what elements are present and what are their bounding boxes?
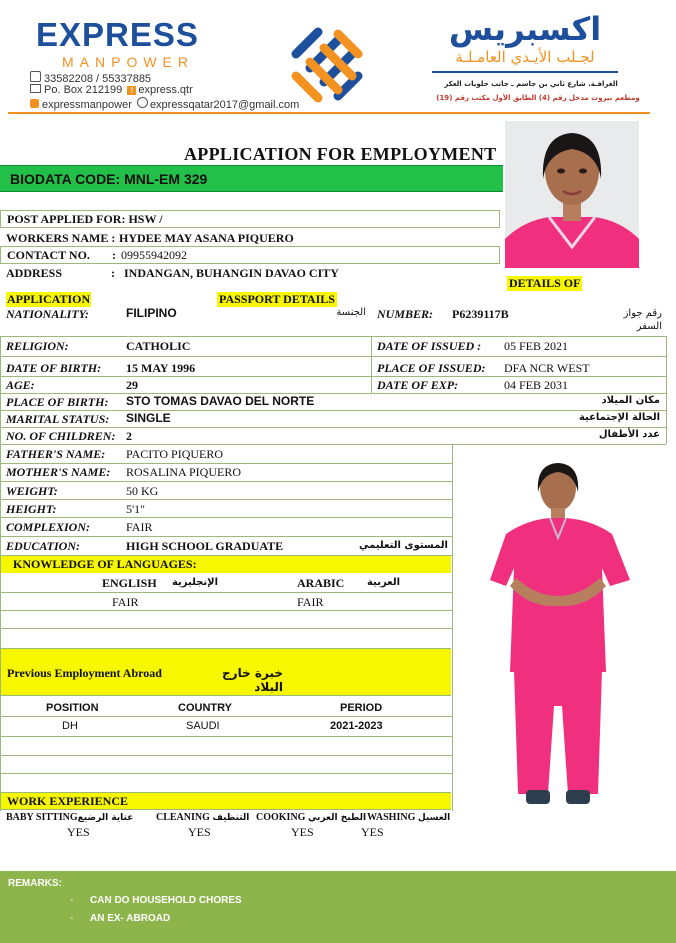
remarks-panel [0, 871, 676, 943]
place-issued-label: PLACE OF ISSUED: [377, 361, 486, 375]
work-value-cooking: YES [291, 825, 314, 839]
age-value: 29 [126, 378, 138, 392]
pob-ar: مكان الميلاد [601, 395, 660, 406]
mail-icon [30, 84, 41, 93]
weight-value: 50 KG [126, 484, 159, 498]
grid-line [666, 336, 667, 444]
father-label: FATHER'S NAME: [6, 447, 106, 461]
remarks-label: REMARKS: [8, 878, 62, 889]
instagram-icon [137, 97, 148, 108]
knot-logo-icon [288, 24, 366, 106]
passport-number-label: NUMBER: [377, 307, 434, 321]
employment-band [1, 648, 451, 696]
workers-name-label: WORKERS NAME : [6, 231, 116, 245]
grid-line [0, 463, 452, 464]
religion-value: CATHOLIC [126, 339, 191, 353]
work-value-cleaning: YES [188, 825, 211, 839]
work-value-babysitting: YES [67, 825, 90, 839]
grid-line [452, 444, 453, 811]
contact-row [0, 246, 500, 264]
grid-line [0, 393, 666, 394]
employment-position: DH [62, 720, 78, 732]
arabic-ar: العربية [367, 577, 400, 588]
education-ar: المستوى التعليمي [359, 540, 448, 551]
date-exp-label: DATE OF EXP: [377, 378, 459, 392]
contact-label: CONTACT NO. [7, 248, 90, 262]
arabic-company-name: اكسبريس [448, 10, 602, 48]
remark-item: CAN DO HOUSEHOLD CHORES [90, 895, 242, 906]
employment-country: SAUDI [186, 720, 220, 732]
contact-email: expressmanpower expressqatar2017@gmail.com [30, 97, 299, 111]
arabic-address-1: الغرافـة. شارع ثاني بن جاسم ـ جانب حلويات العكر [444, 80, 618, 88]
email-icon [30, 99, 39, 108]
contact-pobox: Po. Box 212199 f express.qtr [30, 84, 193, 96]
work-label-cleaning: CLEANING التنظيف [156, 812, 250, 823]
height-value: 5'1" [126, 502, 146, 516]
company-logo [36, 16, 231, 70]
employment-header: Previous Employment Abroad [7, 666, 162, 680]
mother-label: MOTHER'S NAME: [6, 465, 111, 479]
dob-label: DATE OF BIRTH: [6, 361, 102, 375]
pob-value: STO TOMAS DAVAO DEL NORTE [126, 394, 315, 408]
complexion-value: FAIR [126, 520, 153, 534]
grid-line [371, 336, 372, 393]
workers-name: HYDEE MAY ASANA PIQUERO [119, 231, 294, 245]
children-ar: عدد الأطفال [598, 429, 660, 440]
languages-band [1, 556, 451, 573]
date-issued-value: 05 FEB 2021 [504, 339, 569, 353]
english-ar: الإنجليزية [171, 577, 218, 588]
col-position: POSITION [46, 702, 99, 714]
employment-header-ar: خبرة خارج البلاد [222, 666, 283, 694]
languages-header: KNOWLEDGE OF LANGUAGES: [13, 557, 197, 571]
remarks-bullet: - [70, 895, 74, 906]
arabic-tagline: لجـلب الأيـدي العامـلـة [455, 48, 595, 66]
grid-line [0, 755, 452, 756]
biodata-band [0, 165, 503, 192]
post-applied-row [0, 210, 500, 228]
post-applied: POST APPLIED FOR: HSW / [7, 212, 163, 226]
complexion-label: COMPLEXION: [6, 520, 91, 534]
nationality-label: NATIONALITY: [6, 307, 89, 321]
pob-label: PLACE OF BIRTH: [6, 395, 109, 409]
phone-icon [30, 71, 41, 82]
marital-value: SINGLE [126, 411, 171, 425]
address-value: INDANGAN, BUHANGIN DAVAO CITY [124, 266, 339, 280]
header-divider [8, 112, 650, 114]
contact-colon: : [112, 248, 116, 262]
arabic-address-2: ومطعم بيروت مدخل رقم (4) الطابق الأول مكتب رقم (19) [436, 94, 640, 102]
place-issued-value: DFA NCR WEST [504, 361, 590, 375]
passport-details-label: PASSPORT DETAILS [219, 292, 335, 306]
grid-line [0, 427, 666, 428]
logo-express: EXPRESS [36, 16, 199, 53]
grid-line [0, 736, 452, 737]
contact-number: 09955942092 [121, 248, 187, 262]
remark-item: AN EX- ABROAD [90, 913, 171, 924]
education-label: EDUCATION: [6, 539, 81, 553]
tagline-underline [432, 71, 618, 73]
contact-phone: 33582208 / 55337885 [30, 71, 151, 85]
logo-manpower: MANPOWER [62, 54, 194, 70]
work-band [1, 792, 451, 810]
headshot-photo [505, 121, 639, 268]
children-value: 2 [126, 429, 132, 443]
passport-number-ar: رقم جواز السفر [623, 308, 662, 332]
col-country: COUNTRY [178, 702, 232, 714]
religion-label: RELIGION: [6, 339, 69, 353]
grid-line [0, 499, 452, 500]
arabic-label: ARABIC [297, 576, 345, 590]
height-label: HEIGHT: [6, 502, 57, 516]
date-issued-label: DATE OF ISSUED : [377, 339, 482, 353]
father-value: PACITO PIQUERO [126, 447, 224, 461]
work-label-cooking: COOKING الطبخ العربي [256, 812, 367, 823]
age-label: AGE: [6, 378, 35, 392]
grid-line [0, 716, 452, 717]
nationality-ar: الجنسة [336, 307, 366, 318]
page-title: APPLICATION FOR EMPLOYMENT [184, 144, 497, 164]
weight-label: WEIGHT: [6, 484, 58, 498]
passport-number: P6239117B [452, 307, 509, 321]
work-value-washing: YES [361, 825, 384, 839]
grid-line [0, 444, 666, 445]
education-value: HIGH SCHOOL GRADUATE [126, 539, 284, 553]
grid-line [0, 517, 452, 518]
grid-line [0, 336, 666, 337]
english-label: ENGLISH [102, 576, 157, 590]
arabic-level: FAIR [297, 595, 324, 609]
grid-line [0, 376, 666, 377]
remarks-bullet: - [70, 913, 74, 924]
grid-line [0, 336, 1, 811]
children-label: NO. OF CHILDREN: [6, 429, 116, 443]
grid-line [0, 773, 452, 774]
english-level: FAIR [112, 595, 139, 609]
marital-label: MARITAL STATUS: [6, 412, 110, 426]
address-colon: : [111, 266, 115, 280]
grid-line [0, 536, 452, 537]
biodata-code: BIODATA CODE: MNL-EM 329 [10, 171, 208, 187]
full-body-photo [470, 458, 640, 810]
grid-line [0, 592, 452, 593]
facebook-icon: f [127, 86, 136, 95]
employment-period: 2021-2023 [330, 720, 383, 732]
grid-line [0, 481, 452, 482]
application-label: APPLICATION [7, 292, 91, 306]
dob-value: 15 MAY 1996 [126, 361, 196, 375]
work-header: WORK EXPERIENCE [7, 794, 129, 808]
nationality-value: FILIPINO [126, 306, 177, 320]
grid-line [0, 356, 666, 357]
date-exp-value: 04 FEB 2031 [504, 378, 569, 392]
address-label: ADDRESS [6, 266, 63, 280]
grid-line [0, 610, 452, 611]
col-period: PERIOD [340, 702, 383, 714]
work-label-babysitting: BABY SITTINGعناية الرضيع [6, 812, 134, 823]
work-label-washing: WASHING الغسيل [367, 812, 451, 823]
mother-value: ROSALINA PIQUERO [126, 465, 242, 479]
grid-line [0, 628, 452, 629]
details-of-label: DETAILS OF [509, 276, 581, 290]
grid-line [0, 410, 666, 411]
marital-ar: الحالة الإجتماعية [578, 412, 660, 423]
